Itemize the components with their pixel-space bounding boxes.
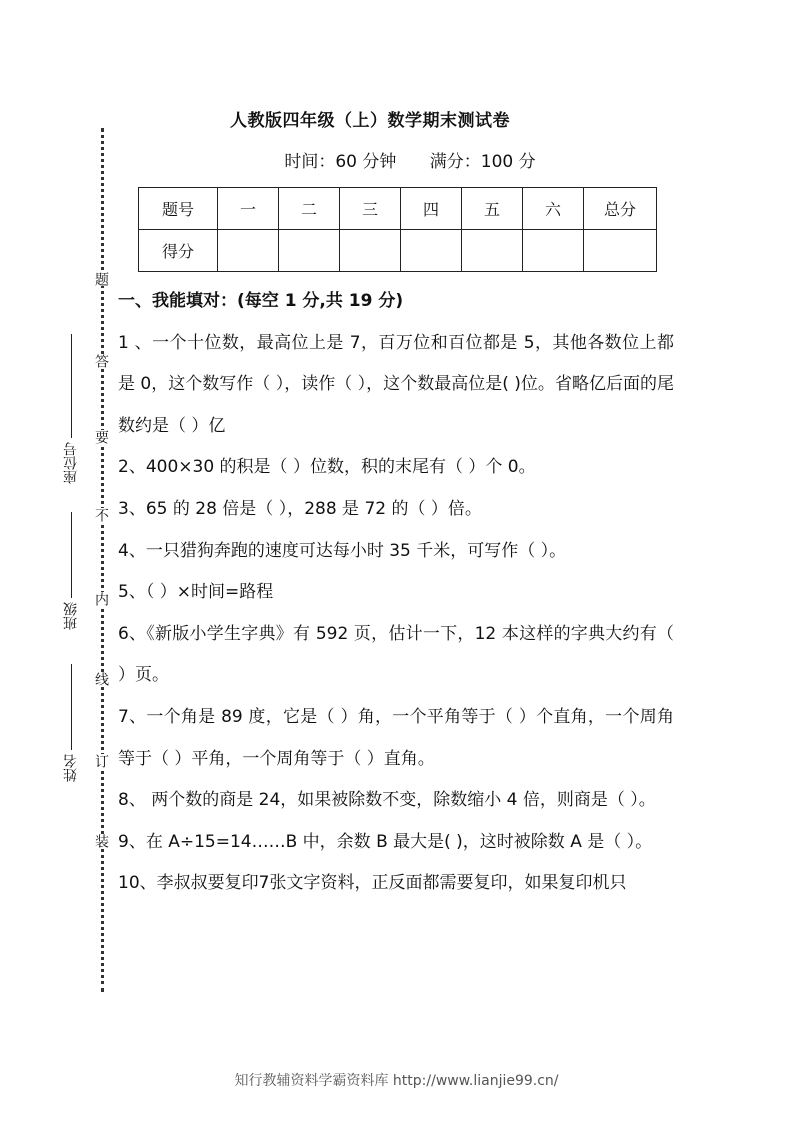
score-input-cell[interactable] xyxy=(340,230,401,272)
binding-char: 内 xyxy=(93,592,109,606)
question: 5、（ ）×时间=路程 xyxy=(118,582,274,603)
question: 9、在 A÷15=14……B 中，余数 B 最大是( )，这时被除数 A 是（ ）。 xyxy=(118,831,653,852)
score-input-cell[interactable] xyxy=(462,230,523,272)
name-label: 姓名 xyxy=(63,754,79,782)
score-cell: 总分 xyxy=(584,188,657,230)
class-field[interactable] xyxy=(60,508,82,630)
binding-char: 答 xyxy=(93,354,109,368)
score-input-cell[interactable] xyxy=(279,230,340,272)
binding-char: 不 xyxy=(93,508,109,522)
score-cell: 五 xyxy=(462,188,523,230)
name-field[interactable] xyxy=(60,660,82,782)
binding-char: 线 xyxy=(93,672,109,686)
score-cell: 二 xyxy=(279,188,340,230)
exam-time: 时间：60 分钟 xyxy=(284,152,397,172)
question: 8、 两个数的商是 24，如果被除数不变，除数缩小 4 倍，则商是（ ）。 xyxy=(118,790,656,811)
score-table xyxy=(138,187,657,272)
score-table-score-row xyxy=(139,230,657,272)
footer-watermark: 知行教辅资料学霸资料库 http://www.lianjie99.cn/ xyxy=(234,1073,559,1089)
binding-char: 装 xyxy=(93,834,109,848)
score-input-cell[interactable] xyxy=(218,230,279,272)
question: 6、《新版小学生字典》有 592 页，估计一下，12 本这样的字典大约有（ ）页。 xyxy=(118,623,674,686)
score-input-cell[interactable] xyxy=(584,230,657,272)
seat-number-field[interactable] xyxy=(60,330,82,484)
question: 10、李叔叔要复印7张文字资料，正反面都需要复印，如果复印机只 xyxy=(118,873,627,894)
exam-info xyxy=(210,147,610,172)
exam-content xyxy=(118,281,674,905)
seat-number-label: 座位号 xyxy=(63,442,79,484)
binding-char: 订 xyxy=(93,754,109,768)
binding-char: 题 xyxy=(93,272,109,286)
score-cell: 题号 xyxy=(139,188,218,230)
score-cell: 得分 xyxy=(139,230,218,272)
exam-score: 满分：100 分 xyxy=(429,152,536,172)
question: 2、400×30 的积是（ ）位数，积的末尾有（ ）个 0。 xyxy=(118,457,536,478)
page-title: 人教版四年级（上）数学期末测试卷 xyxy=(230,111,510,131)
score-table-header-row xyxy=(139,188,657,230)
binding-char: 要 xyxy=(93,430,109,444)
question: 4、一只猎狗奔跑的速度可达每小时 35 千米，可写作（ ）。 xyxy=(118,540,567,561)
score-input-cell[interactable] xyxy=(523,230,584,272)
question: 1 、一个十位数，最高位上是 7，百万位和百位都是 5，其他各数位上都是 0，这个数写作（ ），读作（ ），这个数最高位是( )位。省略亿后面的尾数约是（ ）亿 xyxy=(118,332,674,436)
binding-dotted-line xyxy=(101,128,104,992)
score-cell: 一 xyxy=(218,188,279,230)
class-blank[interactable] xyxy=(70,512,72,598)
question: 7、一个角是 89 度，它是（ ）角，一个平角等于（ ）个直角，一个周角等于（ ）平角，一个周角等于（ ）直角。 xyxy=(118,706,674,769)
class-label: 班级 xyxy=(63,602,79,630)
score-cell: 四 xyxy=(401,188,462,230)
score-cell: 三 xyxy=(340,188,401,230)
section-heading: 一、我能填对：(每空 1 分,共 19 分) xyxy=(118,291,404,311)
score-cell: 六 xyxy=(523,188,584,230)
score-input-cell[interactable] xyxy=(401,230,462,272)
name-blank[interactable] xyxy=(70,664,72,750)
seat-number-blank[interactable] xyxy=(70,334,72,438)
question: 3、65 的 28 倍是（ ），288 是 72 的（ ）倍。 xyxy=(118,498,482,519)
